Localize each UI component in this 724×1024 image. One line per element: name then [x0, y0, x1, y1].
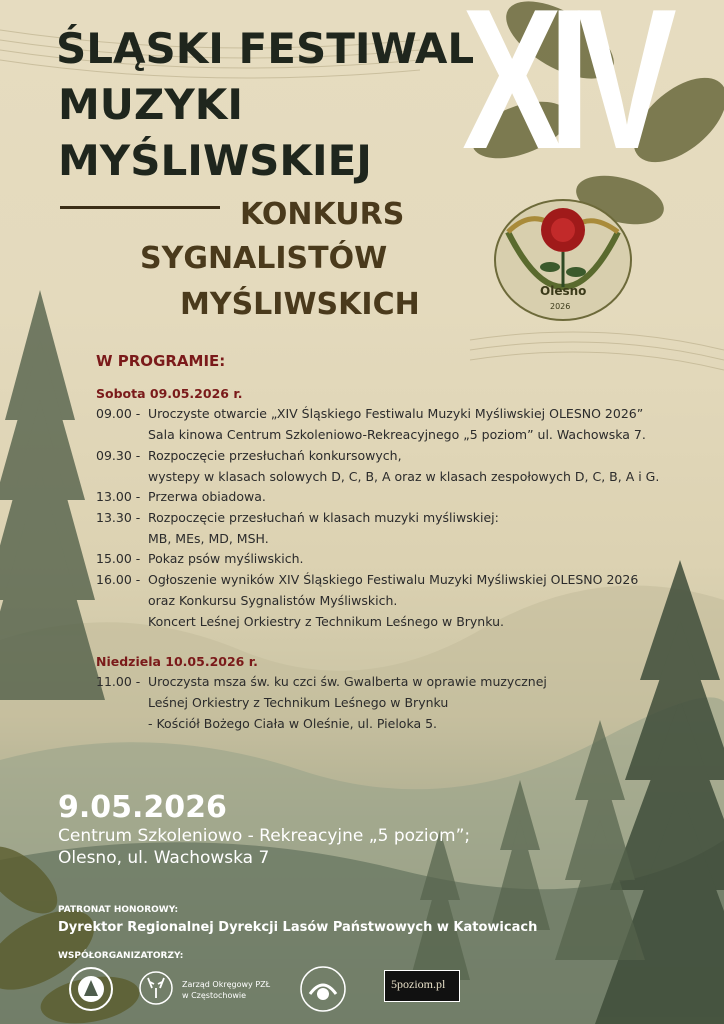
schedule-text: Rozpoczęcie przesłuchań konkursowych,: [148, 448, 402, 463]
schedule-item: [96, 549, 676, 569]
contest-title-line3: MYŚLIWSKICH: [180, 287, 420, 322]
emblem-town: Olesno: [540, 284, 587, 298]
festival-title-line3: MYŚLIWSKIEJ: [58, 136, 372, 185]
schedule-item: [96, 446, 676, 486]
schedule-text: Pokaz psów myśliwskich.: [148, 551, 304, 566]
edition-numeral: XIV: [462, 0, 664, 191]
pzl-city: w Częstochowie: [182, 991, 247, 1000]
coorganizers-label: WSPÓŁORGANIZATORZY:: [58, 951, 184, 961]
sygnalisci-logo: [298, 964, 348, 1014]
day2-label: Niedziela 10.05.2026 r.: [96, 654, 258, 669]
event-date: 9.05.2026: [58, 790, 227, 825]
event-venue-line2: Olesno, ul. Wachowska 7: [58, 848, 270, 868]
schedule-time: 09.30 -: [96, 448, 141, 463]
lasy-panstwowe-icon: [68, 966, 114, 1012]
schedule-item: [96, 404, 676, 444]
deer-antlers-icon: [138, 970, 174, 1006]
5poziom-text: 5poziom.pl: [391, 977, 446, 991]
program-heading: W PROGRAMIE:: [96, 352, 226, 370]
schedule-text: oraz Konkursu Sygnalistów Myśliwskich.: [148, 593, 398, 608]
festival-title-line2: MUZYKI: [58, 80, 243, 129]
schedule-item: [96, 508, 676, 548]
schedule-text: Ogłoszenie wyników XIV Śląskiego Festiwalu Muzyki Myśliwskiej OLESNO 2026: [148, 572, 639, 587]
schedule-time: 15.00 -: [96, 551, 141, 566]
pzl-logo: [138, 970, 271, 1010]
schedule-item: [96, 487, 676, 507]
festival-emblem: [488, 192, 638, 324]
contest-title-line1: KONKURS: [240, 197, 405, 232]
schedule-item: [96, 672, 676, 734]
schedule-text: Sala kinowa Centrum Szkoleniowo-Rekreacyjnego „5 poziom” ul. Wachowska 7.: [148, 427, 646, 442]
schedule-text: wystepy w klasach solowych D, C, B, A oraz w klasach zespołowych D, C, B, A i G.: [148, 469, 660, 484]
emblem-year: 2026: [550, 302, 571, 311]
schedule-text: - Kościół Bożego Ciała w Oleśnie, ul. Pieloka 5.: [148, 716, 438, 731]
schedule-text: Uroczysta msza św. ku czci św. Gwalberta w oprawie muzycznej: [148, 674, 547, 689]
5poziom-logo: [384, 970, 460, 1002]
schedule-item: [96, 570, 676, 632]
patronage-value: Dyrektor Regionalnej Dyrekcji Lasów Państwowych w Katowicach: [58, 920, 538, 935]
day1-label: Sobota 09.05.2026 r.: [96, 386, 243, 401]
event-venue-line1: Centrum Szkoleniowo - Rekreacyjne „5 poziom”;: [58, 826, 471, 846]
schedule-time: 13.00 -: [96, 489, 141, 504]
festival-title-line1: ŚLĄSKI FESTIWAL: [56, 24, 475, 73]
schedule-text: Uroczyste otwarcie „XIV Śląskiego Festiwalu Muzyki Myśliwskiej OLESNO 2026”: [148, 406, 644, 421]
lasy-panstwowe-logo: [68, 966, 114, 1012]
patronage-label: PATRONAT HONOROWY:: [58, 905, 179, 915]
pzl-name: Zarząd Okręgowy PZŁ: [182, 980, 271, 989]
schedule-text: Koncert Leśnej Orkiestry z Technikum Leśnego w Brynku.: [148, 614, 504, 629]
schedule-text: Leśnej Orkiestry z Technikum Leśnego w Brynku: [148, 695, 449, 710]
title-divider: [60, 206, 220, 209]
schedule-time: 13.30 -: [96, 510, 141, 525]
schedule-text: Przerwa obiadowa.: [148, 489, 266, 504]
contest-title-line2: SYGNALISTÓW: [140, 241, 388, 276]
schedule-time: 11.00 -: [96, 674, 141, 689]
horn-icon: [298, 964, 348, 1014]
schedule-time: 16.00 -: [96, 572, 141, 587]
schedule-text: MB, MEs, MD, MSH.: [148, 531, 269, 546]
schedule-time: 09.00 -: [96, 406, 141, 421]
schedule-text: Rozpoczęcie przesłuchań w klasach muzyki myśliwskiej:: [148, 510, 499, 525]
